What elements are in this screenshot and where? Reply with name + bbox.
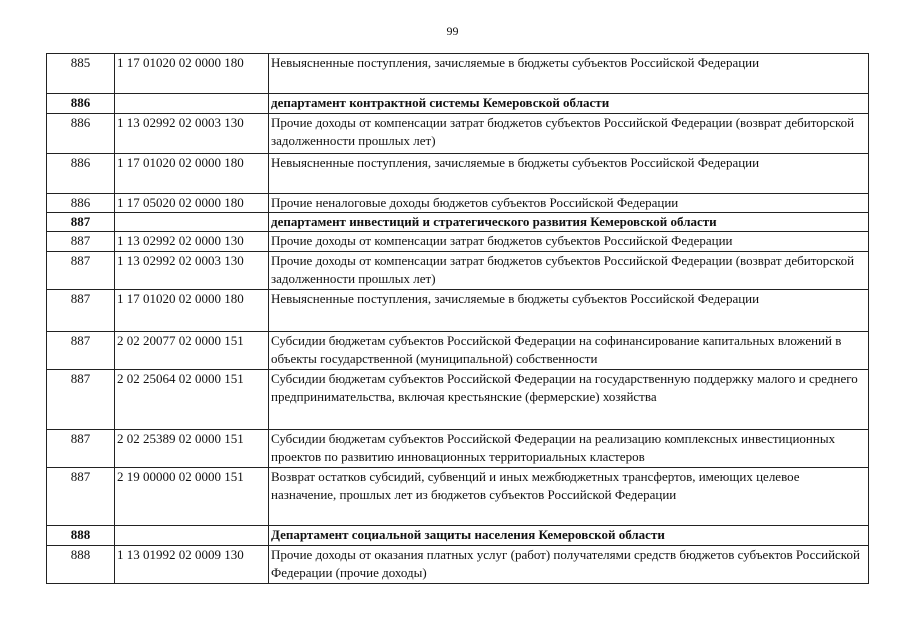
income-description-cell: Невыясненные поступления, зачисляемые в бюджеты субъектов Российской Федерации bbox=[269, 54, 869, 94]
budget-code-cell: 1 13 02992 02 0003 130 bbox=[115, 114, 269, 154]
department-name-cell: департамент контрактной системы Кемеровской области bbox=[269, 94, 869, 114]
income-description-cell: Прочие неналоговые доходы бюджетов субъектов Российской Федерации bbox=[269, 194, 869, 213]
budget-code-cell bbox=[115, 213, 269, 232]
admin-code-cell: 887 bbox=[47, 290, 115, 332]
table-row bbox=[47, 252, 869, 290]
admin-code-cell: 887 bbox=[47, 430, 115, 468]
income-description-cell: Прочие доходы от компенсации затрат бюджетов субъектов Российской Федерации (возврат дебиторской задолженности прошлых лет) bbox=[269, 252, 869, 290]
income-description-cell: Невыясненные поступления, зачисляемые в бюджеты субъектов Российской Федерации bbox=[269, 290, 869, 332]
admin-code-cell: 888 bbox=[47, 546, 115, 584]
budget-code-cell: 1 13 02992 02 0003 130 bbox=[115, 252, 269, 290]
page-number: 99 bbox=[446, 24, 459, 38]
admin-code-cell: 885 bbox=[47, 54, 115, 94]
table-row bbox=[47, 290, 869, 332]
income-description-cell: Субсидии бюджетам субъектов Российской Федерации на софинансирование капитальных вложений в объекты государственной (муниципальной) собственности bbox=[269, 332, 869, 370]
table-row bbox=[47, 194, 869, 213]
department-name-cell: департамент инвестиций и стратегического развития Кемеровской области bbox=[269, 213, 869, 232]
budget-code-cell: 2 02 25389 02 0000 151 bbox=[115, 430, 269, 468]
admin-code-cell: 886 bbox=[47, 114, 115, 154]
admin-code-cell: 886 bbox=[47, 194, 115, 213]
section-header-row bbox=[47, 94, 869, 114]
table-row bbox=[47, 54, 869, 94]
table-row bbox=[47, 370, 869, 430]
admin-code-cell: 886 bbox=[47, 154, 115, 194]
table-row bbox=[47, 154, 869, 194]
budget-code-cell: 1 17 01020 02 0000 180 bbox=[115, 154, 269, 194]
budget-classification-table bbox=[46, 53, 869, 584]
income-description-cell: Невыясненные поступления, зачисляемые в бюджеты субъектов Российской Федерации bbox=[269, 154, 869, 194]
income-description-cell: Субсидии бюджетам субъектов Российской Федерации на реализацию комплексных инвестиционных проектов по развитию инновационных территориальных кластеров bbox=[269, 430, 869, 468]
budget-code-cell: 1 17 01020 02 0000 180 bbox=[115, 54, 269, 94]
table-row bbox=[47, 546, 869, 584]
budget-code-cell: 2 02 20077 02 0000 151 bbox=[115, 332, 269, 370]
admin-code-cell: 888 bbox=[47, 526, 115, 546]
table-row bbox=[47, 430, 869, 468]
income-description-cell: Прочие доходы от компенсации затрат бюджетов субъектов Российской Федерации bbox=[269, 232, 869, 252]
budget-code-cell: 2 19 00000 02 0000 151 bbox=[115, 468, 269, 526]
table-body bbox=[47, 54, 869, 584]
admin-code-cell: 886 bbox=[47, 94, 115, 114]
budget-code-cell: 2 02 25064 02 0000 151 bbox=[115, 370, 269, 430]
admin-code-cell: 887 bbox=[47, 370, 115, 430]
table-row bbox=[47, 114, 869, 154]
admin-code-cell: 887 bbox=[47, 332, 115, 370]
budget-code-cell: 1 17 05020 02 0000 180 bbox=[115, 194, 269, 213]
section-header-row bbox=[47, 526, 869, 546]
income-description-cell: Субсидии бюджетам субъектов Российской Федерации на государственную поддержку малого и среднего предпринимательства, включая крестьянские (фермерские) хозяйства bbox=[269, 370, 869, 430]
admin-code-cell: 887 bbox=[47, 213, 115, 232]
budget-code-cell: 1 13 01992 02 0009 130 bbox=[115, 546, 269, 584]
budget-code-cell bbox=[115, 94, 269, 114]
income-description-cell: Прочие доходы от оказания платных услуг (работ) получателями средств бюджетов субъектов Российской Федерации (прочие доходы) bbox=[269, 546, 869, 584]
section-header-row bbox=[47, 213, 869, 232]
admin-code-cell: 887 bbox=[47, 252, 115, 290]
budget-code-cell: 1 13 02992 02 0000 130 bbox=[115, 232, 269, 252]
income-description-cell: Возврат остатков субсидий, субвенций и иных межбюджетных трансфертов, имеющих целевое назначение, прошлых лет из бюджетов субъектов Российской Федерации bbox=[269, 468, 869, 526]
admin-code-cell: 887 bbox=[47, 468, 115, 526]
budget-code-cell: 1 17 01020 02 0000 180 bbox=[115, 290, 269, 332]
admin-code-cell: 887 bbox=[47, 232, 115, 252]
department-name-cell: Департамент социальной защиты населения Кемеровской области bbox=[269, 526, 869, 546]
table-row bbox=[47, 332, 869, 370]
table-row bbox=[47, 468, 869, 526]
income-description-cell: Прочие доходы от компенсации затрат бюджетов субъектов Российской Федерации (возврат дебиторской задолженности прошлых лет) bbox=[269, 114, 869, 154]
table-row bbox=[47, 232, 869, 252]
budget-code-cell bbox=[115, 526, 269, 546]
